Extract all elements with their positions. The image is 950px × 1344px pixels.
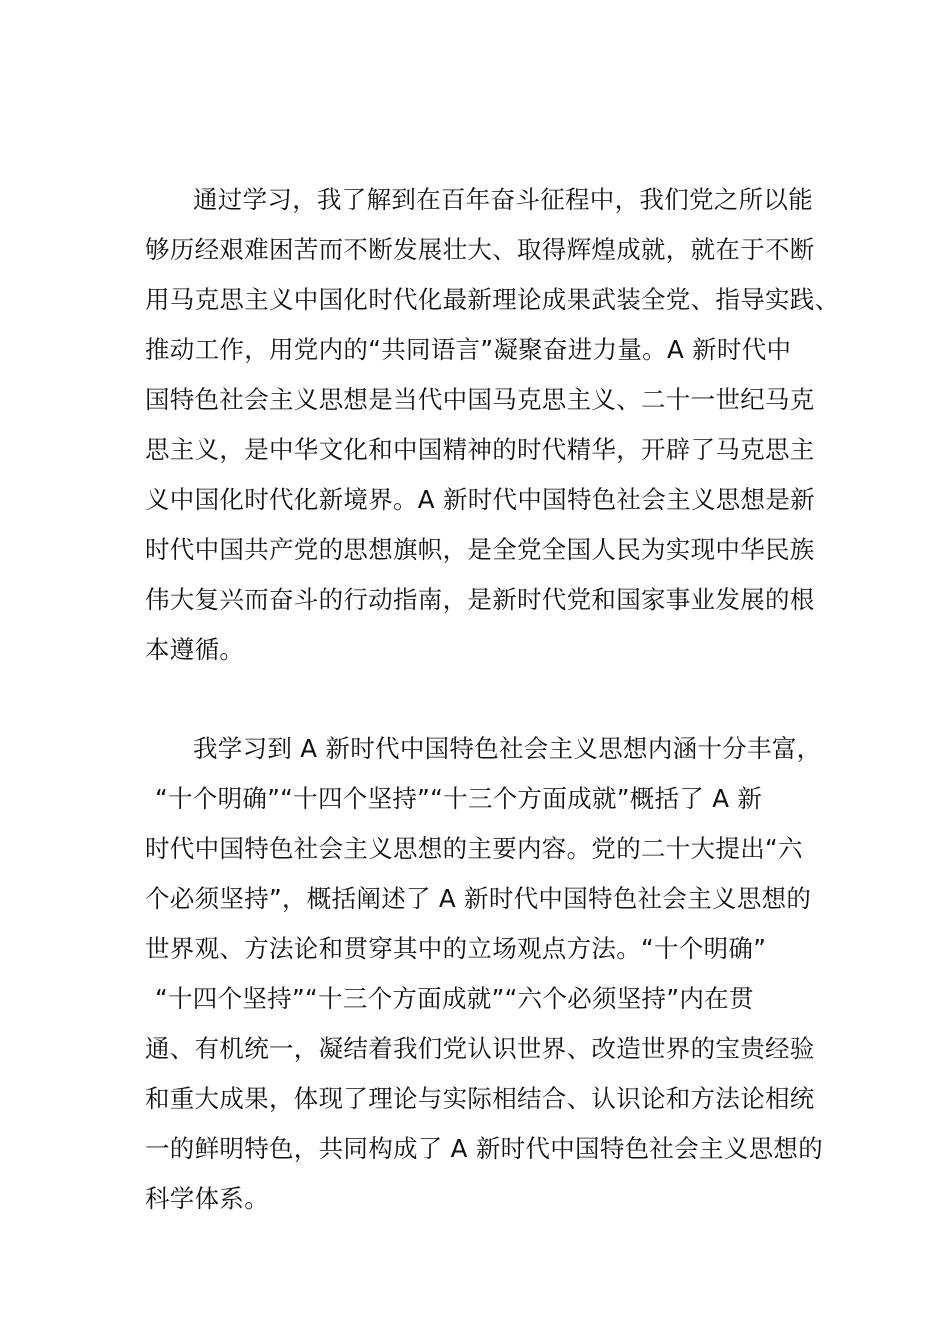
paragraph-1-line-1: 通过学习，我了解到在百年奋斗征程中，我们党之所以能 [193, 185, 813, 214]
paragraph-2-line-7: 通、有机统一，凝结着我们党认识世界、改造世界的宝贵经验 [145, 1034, 815, 1063]
paragraph-2-line-10: 科学体系。 [145, 1184, 269, 1213]
paragraph-1-line-4: 推动工作，用党内的“共同语言”凝聚奋进力量。A 新时代中 [145, 335, 792, 364]
paragraph-1-line-3: 用马克思主义中国化时代化最新理论成果武装全党、指导实践、 [145, 285, 840, 314]
paragraph-2-line-6: “十四个坚持”“十三个方面成就”“六个必须坚持”内在贯 [155, 984, 754, 1013]
paragraph-1-line-6: 思主义，是中华文化和中国精神的时代精华，开辟了马克思主 [145, 435, 815, 464]
paragraph-2-line-8: 和重大成果，体现了理论与实际相结合、认识论和方法论相统 [145, 1084, 815, 1113]
paragraph-2-line-4: 个必须坚持”，概括阐述了 A 新时代中国特色社会主义思想的 [145, 884, 812, 913]
paragraph-2-line-2: “十个明确”“十四个坚持”“十三个方面成就”概括了 A 新 [155, 784, 763, 813]
paragraph-2-line-3: 时代中国特色社会主义思想的主要内容。党的二十大提出“六 [145, 834, 803, 863]
paragraph-1-line-2: 够历经艰难困苦而不断发展壮大、取得辉煌成就，就在于不断 [145, 235, 815, 264]
paragraph-2-line-9: 一的鲜明特色，共同构成了 A 新时代中国特色社会主义思想的 [145, 1134, 824, 1163]
paragraph-1-line-8: 时代中国共产党的思想旗帜，是全党全国人民为实现中华民族 [145, 535, 815, 564]
paragraph-1-line-7: 义中国化时代化新境界。A 新时代中国特色社会主义思想是新 [145, 485, 815, 514]
paragraph-1-line-10: 本遵循。 [145, 635, 245, 664]
paragraph-2-line-1: 我学习到 A 新时代中国特色社会主义思想内涵十分丰富， [193, 734, 822, 763]
paragraph-2-line-5: 世界观、方法论和贯穿其中的立场观点方法。“十个明确” [145, 934, 767, 963]
paragraph-1-line-9: 伟大复兴而奋斗的行动指南，是新时代党和国家事业发展的根 [145, 585, 815, 614]
paragraph-1-line-5: 国特色社会主义思想是当代中国马克思主义、二十一世纪马克 [145, 385, 815, 414]
